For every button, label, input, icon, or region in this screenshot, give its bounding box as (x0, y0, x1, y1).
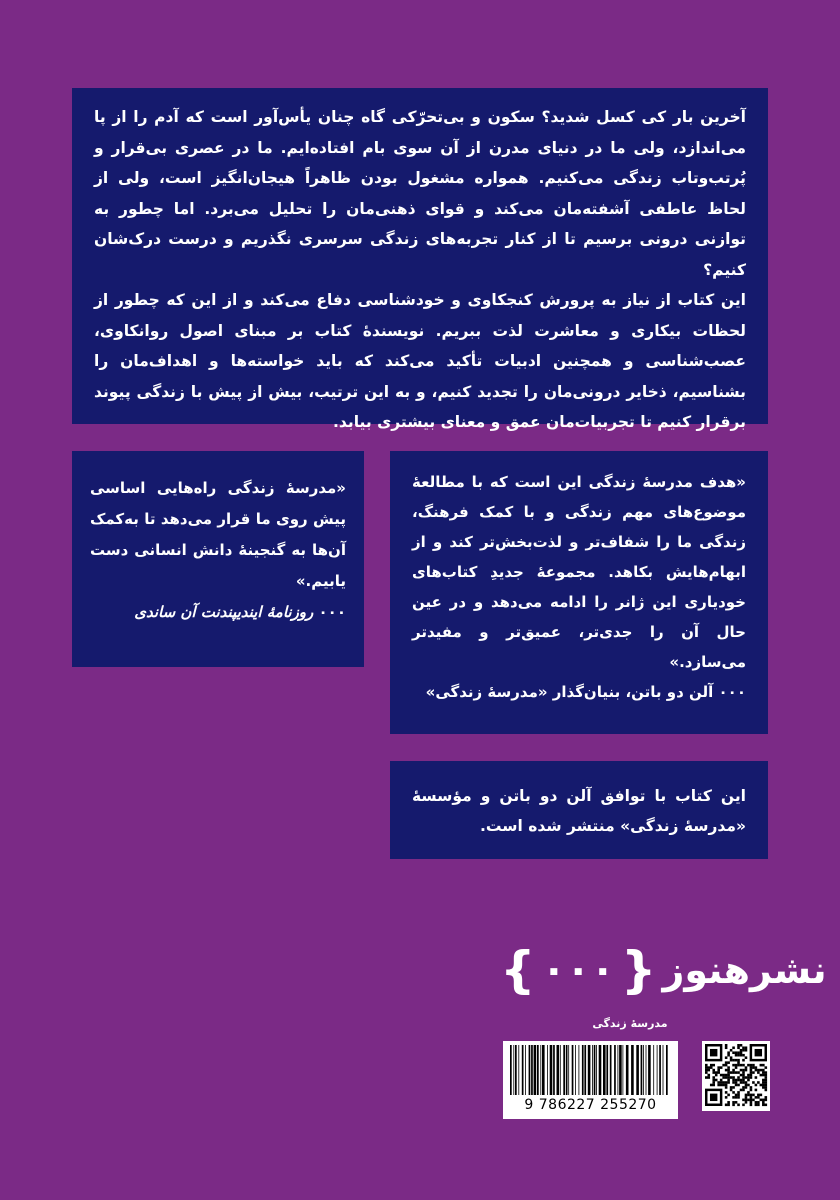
founder-quote-box (390, 451, 768, 734)
isbn-barcode (503, 1041, 678, 1119)
qr-code-icon (702, 1041, 770, 1111)
isbn-number: 9 786227 255270 (524, 1097, 657, 1113)
logo-brace-close: } (500, 941, 536, 999)
founder-quote-attribution: ۰۰۰ آلن دو باتن، بنیان‌گذار «مدرسهٔ زندگی» (425, 683, 746, 701)
press-quote-text: «مدرسهٔ زندگی راه‌هایی اساسی پیش روی ما قرار می‌دهد تا به‌کمک آن‌ها به گنجینهٔ دانش انسانی دست یابیم.» (90, 479, 346, 590)
blurb-paragraph-2: این کتاب از نیاز به پرورش کنجکاوی و خودشناسی دفاع می‌کند و از این که چطور از لحظات بیکاری و معاشرت لذت ببریم. نویسندهٔ کتاب بر مبنای اصول روانکاوی، عصب‌شناسی و همچنین ادبیات تأکید می‌کند که باید خواسته‌ها و اهداف‌مان را بشناسیم، ذخایر درونی‌مان را تجدید کنیم، و به این ترتیب، بیش از پیش با زندگی پیوند برقرار کنیم تا تجربیات‌مان عمق و معنای بیشتری بیابد. (94, 291, 746, 431)
series-label: مدرسهٔ زندگی (592, 1017, 668, 1030)
back-cover-blurb (72, 88, 768, 431)
license-note-text: این کتاب با توافق آلن دو باتن و مؤسسهٔ «مدرسهٔ زندگی» منتشر شده است. (412, 787, 746, 835)
press-quote-attribution (90, 597, 346, 628)
barcode-bars-icon (508, 1045, 673, 1095)
attribution-source: روزنامهٔ ایندیپندنت آن ساندی (134, 603, 314, 621)
logo-dots: ۰۰۰ (541, 947, 615, 993)
press-quote-box (72, 451, 364, 667)
attribution-mark: ۰۰۰ (318, 603, 346, 621)
license-note-box (390, 761, 768, 859)
blurb-paragraph-1: آخرین بار کی کسل شدید؟ سکون و بی‌تحرّکی گاه چنان یأس‌آور است که آدم را از پا می‌اندازد، ولی ما در دنیای مدرن از آن سوی بام افتاده‌ایم. ما در عصری بی‌قرار و پُرتب‌وتاب زندگی می‌کنیم. همواره مشغول بودن ظاهراً هیجان‌انگیز است، ولی از لحاظ عاطفی آشفته‌مان می‌کند و قوای ذهنی‌مان را تحلیل می‌برد. اما چطور به توازنی درونی برسیم تا از کنار تجربه‌های زندگی سرسری نگذریم و درست درک‌شان کنیم؟ (94, 108, 746, 279)
publisher-name: نشرهنوز (662, 948, 827, 992)
publisher-logo (500, 940, 827, 1000)
qr-code (702, 1041, 770, 1111)
founder-quote-text: «هدف مدرسهٔ زندگی این است که با مطالعهٔ موضوع‌های مهم زندگی و با کمک فرهنگ، زندگی ما را شفاف‌تر و لذت‌بخش‌تر کند و از ابهام‌هایش بکاهد. مجموعهٔ جدیدِ کتاب‌های خودیاری این ژانر را ادامه می‌دهد و در عین حال آن را جدی‌تر، عمیق‌تر و مفیدتر می‌سازد.» (412, 473, 746, 671)
logo-brace-open: { (620, 941, 657, 999)
